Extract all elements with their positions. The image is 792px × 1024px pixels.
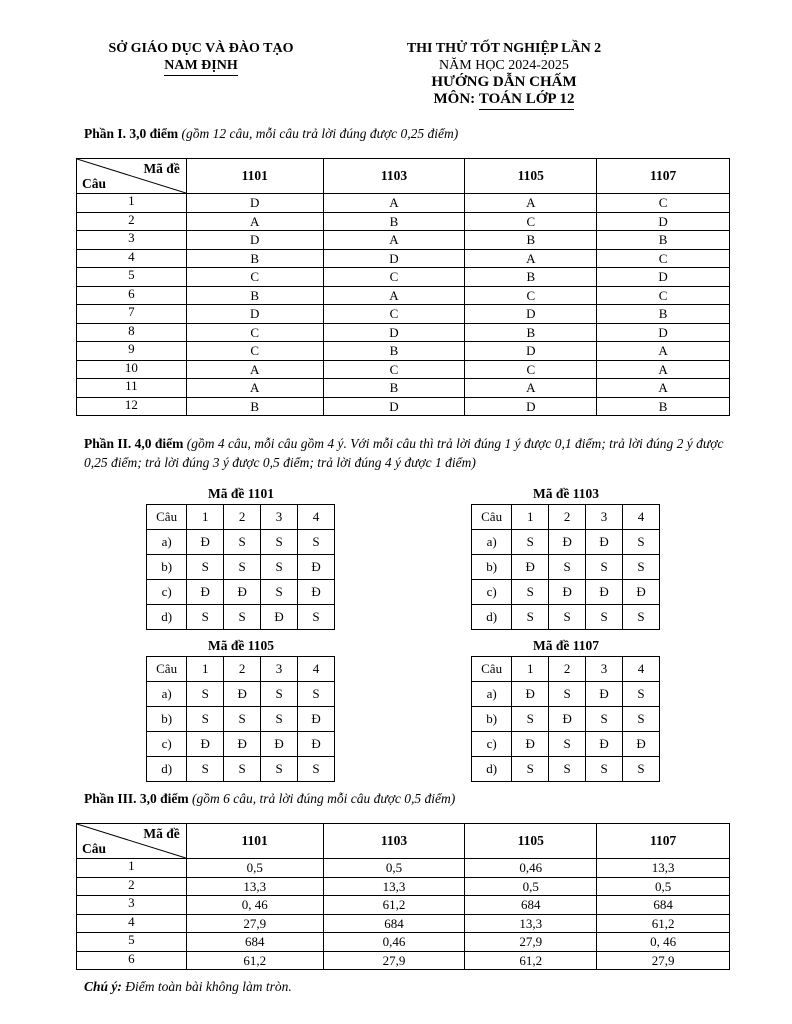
- answer-cell: 27,9: [186, 914, 323, 933]
- table-header-row: [77, 159, 730, 194]
- statement-label: a): [147, 682, 187, 707]
- answer-cell: Đ: [187, 732, 224, 757]
- answer-cell: 0,5: [597, 877, 730, 896]
- true-false-table: [471, 504, 660, 630]
- answer-cell: Đ: [512, 555, 549, 580]
- table-row: [77, 360, 730, 379]
- answer-cell: Đ: [512, 732, 549, 757]
- answer-cell: D: [323, 323, 465, 342]
- question-number: 4: [77, 914, 187, 933]
- header-cell: 1: [187, 505, 224, 530]
- table-row: [472, 757, 660, 782]
- answer-cell: C: [323, 305, 465, 324]
- header-cell: Câu: [472, 505, 512, 530]
- part2-table-1105: [146, 638, 336, 782]
- answer-cell: Đ: [549, 707, 586, 732]
- answer-cell: 0,46: [323, 933, 465, 952]
- department-name: SỞ GIÁO DỤC VÀ ĐÀO TẠO NAM ĐỊNH: [86, 40, 316, 76]
- answer-cell: Đ: [298, 555, 335, 580]
- answer-cell: C: [323, 360, 465, 379]
- header-cell: 3: [586, 505, 623, 530]
- answer-cell: 684: [186, 933, 323, 952]
- answer-cell: S: [261, 682, 298, 707]
- answer-cell: 61,2: [186, 951, 323, 970]
- answer-cell: 27,9: [465, 933, 597, 952]
- table-row: [147, 580, 335, 605]
- table-row: [77, 323, 730, 342]
- table-row: [472, 707, 660, 732]
- statement-label: c): [147, 580, 187, 605]
- answer-cell: S: [298, 682, 335, 707]
- answer-cell: S: [224, 605, 261, 630]
- part2-table-1103: [471, 486, 661, 630]
- answer-cell: D: [186, 305, 323, 324]
- table-header-row: [472, 657, 660, 682]
- answer-cell: S: [623, 530, 660, 555]
- answer-cell: 0, 46: [597, 933, 730, 952]
- table-row: [147, 682, 335, 707]
- table-row: [147, 707, 335, 732]
- table-row: [147, 732, 335, 757]
- table-row: [77, 249, 730, 268]
- answer-cell: D: [465, 397, 597, 416]
- table-title: Mã đề 1105: [208, 638, 274, 653]
- answer-cell: D: [465, 342, 597, 361]
- answer-cell: A: [465, 249, 597, 268]
- answer-cell: C: [186, 268, 323, 287]
- question-number: 4: [77, 249, 187, 268]
- answer-cell: C: [597, 249, 730, 268]
- answer-cell: 13,3: [465, 914, 597, 933]
- question-number: 5: [77, 268, 187, 287]
- answer-cell: Đ: [224, 732, 261, 757]
- answer-cell: S: [224, 707, 261, 732]
- question-number: 6: [77, 286, 187, 305]
- question-number: 2: [77, 877, 187, 896]
- answer-cell: Đ: [261, 605, 298, 630]
- answer-cell: C: [186, 342, 323, 361]
- header-cell: 3: [586, 657, 623, 682]
- answer-cell: B: [465, 323, 597, 342]
- table-row: [77, 212, 730, 231]
- table-row: [147, 757, 335, 782]
- code-header: 1101: [186, 159, 323, 194]
- answer-cell: A: [465, 379, 597, 398]
- answer-cell: A: [186, 360, 323, 379]
- answer-cell: 13,3: [597, 859, 730, 878]
- answer-cell: Đ: [586, 682, 623, 707]
- corner-cell: Mã đề Câu: [77, 159, 187, 194]
- answer-cell: C: [465, 286, 597, 305]
- answer-cell: 0,46: [465, 859, 597, 878]
- answer-cell: S: [261, 530, 298, 555]
- answer-cell: 13,3: [186, 877, 323, 896]
- answer-cell: S: [549, 682, 586, 707]
- part1-heading: Phần I. 3,0 điểm (gồm 12 câu, mỗi câu trả lời đúng được 0,25 điểm): [84, 126, 459, 141]
- question-number: 1: [77, 859, 187, 878]
- answer-cell: B: [323, 379, 465, 398]
- question-number: 8: [77, 323, 187, 342]
- statement-label: c): [472, 732, 512, 757]
- answer-cell: C: [597, 286, 730, 305]
- answer-cell: S: [586, 757, 623, 782]
- table-header-row: [472, 505, 660, 530]
- header-cell: 2: [549, 505, 586, 530]
- answer-cell: S: [187, 757, 224, 782]
- answer-cell: 61,2: [465, 951, 597, 970]
- answer-cell: S: [586, 605, 623, 630]
- answer-cell: S: [298, 605, 335, 630]
- statement-label: d): [147, 605, 187, 630]
- answer-cell: S: [512, 605, 549, 630]
- part1-answer-table: [76, 158, 730, 416]
- statement-label: b): [147, 707, 187, 732]
- answer-cell: S: [623, 682, 660, 707]
- question-number: 6: [77, 951, 187, 970]
- answer-cell: S: [187, 707, 224, 732]
- footnote: Chú ý: Điểm toàn bài không làm tròn.: [84, 979, 292, 994]
- header-cell: 1: [512, 505, 549, 530]
- question-number: 7: [77, 305, 187, 324]
- answer-cell: C: [597, 194, 730, 213]
- answer-cell: A: [323, 194, 465, 213]
- header-cell: 4: [298, 657, 335, 682]
- table-row: [147, 555, 335, 580]
- doc-type: HƯỚNG DẪN CHẤM: [431, 74, 577, 90]
- question-number: 11: [77, 379, 187, 398]
- answer-cell: Đ: [298, 580, 335, 605]
- answer-cell: B: [597, 397, 730, 416]
- answer-cell: Đ: [224, 682, 261, 707]
- table-row: [147, 530, 335, 555]
- statement-label: b): [472, 707, 512, 732]
- answer-cell: Đ: [298, 732, 335, 757]
- statement-label: a): [147, 530, 187, 555]
- code-header: 1103: [323, 159, 465, 194]
- header-cell: 4: [623, 657, 660, 682]
- question-number: 9: [77, 342, 187, 361]
- table-row: [77, 914, 730, 933]
- question-number: 12: [77, 397, 187, 416]
- answer-cell: 0,5: [465, 877, 597, 896]
- answer-cell: Đ: [623, 732, 660, 757]
- table-row: [77, 268, 730, 287]
- answer-cell: 27,9: [323, 951, 465, 970]
- header-cell: Câu: [147, 505, 187, 530]
- answer-cell: C: [186, 323, 323, 342]
- part2-table-1101: [146, 486, 336, 630]
- answer-cell: Đ: [298, 707, 335, 732]
- answer-cell: S: [298, 757, 335, 782]
- answer-cell: 13,3: [323, 877, 465, 896]
- answer-cell: D: [465, 305, 597, 324]
- table-header-row: [147, 657, 335, 682]
- header-cell: 2: [224, 657, 261, 682]
- question-number: 10: [77, 360, 187, 379]
- answer-cell: B: [323, 342, 465, 361]
- table-row: [77, 379, 730, 398]
- statement-label: a): [472, 682, 512, 707]
- code-header: 1107: [597, 824, 730, 859]
- header-cell: 2: [224, 505, 261, 530]
- statement-label: b): [147, 555, 187, 580]
- header-cell: 4: [623, 505, 660, 530]
- answer-cell: S: [224, 530, 261, 555]
- answer-cell: S: [261, 555, 298, 580]
- answer-cell: A: [186, 379, 323, 398]
- statement-label: a): [472, 530, 512, 555]
- answer-cell: S: [623, 555, 660, 580]
- header-cell: 3: [261, 657, 298, 682]
- table-row: [147, 605, 335, 630]
- answer-cell: S: [187, 555, 224, 580]
- answer-cell: A: [597, 379, 730, 398]
- question-number: 2: [77, 212, 187, 231]
- answer-cell: A: [465, 194, 597, 213]
- header-cell: Câu: [472, 657, 512, 682]
- answer-cell: S: [549, 732, 586, 757]
- answer-cell: A: [597, 342, 730, 361]
- table-row: [472, 555, 660, 580]
- answer-cell: 684: [597, 896, 730, 915]
- answer-cell: D: [597, 212, 730, 231]
- table-title: Mã đề 1103: [533, 486, 599, 501]
- answer-cell: B: [465, 231, 597, 250]
- answer-cell: B: [186, 397, 323, 416]
- answer-cell: S: [623, 757, 660, 782]
- statement-label: d): [472, 605, 512, 630]
- answer-cell: 0,5: [323, 859, 465, 878]
- code-header: 1103: [323, 824, 465, 859]
- header-cell: 4: [298, 505, 335, 530]
- answer-cell: S: [549, 757, 586, 782]
- table-row: [472, 580, 660, 605]
- answer-cell: 61,2: [597, 914, 730, 933]
- answer-cell: C: [465, 212, 597, 231]
- table-title: Mã đề 1107: [533, 638, 599, 653]
- answer-cell: S: [187, 605, 224, 630]
- answer-cell: B: [323, 212, 465, 231]
- answer-cell: S: [224, 757, 261, 782]
- answer-cell: S: [261, 707, 298, 732]
- question-number: 5: [77, 933, 187, 952]
- answer-cell: B: [186, 286, 323, 305]
- answer-cell: S: [512, 707, 549, 732]
- table-row: [77, 877, 730, 896]
- answer-cell: D: [323, 249, 465, 268]
- question-number: 3: [77, 896, 187, 915]
- answer-cell: Đ: [261, 732, 298, 757]
- answer-cell: 27,9: [597, 951, 730, 970]
- answer-cell: C: [465, 360, 597, 379]
- statement-label: c): [472, 580, 512, 605]
- answer-cell: S: [512, 580, 549, 605]
- answer-cell: A: [186, 212, 323, 231]
- header-cell: 1: [187, 657, 224, 682]
- answer-cell: D: [186, 194, 323, 213]
- header-cell: 3: [261, 505, 298, 530]
- answer-cell: S: [586, 707, 623, 732]
- answer-cell: B: [186, 249, 323, 268]
- corner-cell: Mã đề Câu: [77, 824, 187, 859]
- answer-cell: 61,2: [323, 896, 465, 915]
- table-row: [472, 732, 660, 757]
- table-row: [77, 305, 730, 324]
- answer-cell: A: [323, 286, 465, 305]
- part3-heading: Phần III. 3,0 điểm (gồm 6 câu, trả lời đúng mỗi câu được 0,5 điểm): [84, 791, 456, 806]
- table-header-row: [147, 505, 335, 530]
- answer-cell: S: [187, 682, 224, 707]
- answer-cell: B: [597, 231, 730, 250]
- answer-cell: S: [261, 580, 298, 605]
- statement-label: d): [472, 757, 512, 782]
- answer-cell: 684: [465, 896, 597, 915]
- table-row: [77, 194, 730, 213]
- code-header: 1107: [597, 159, 730, 194]
- table-row: [77, 933, 730, 952]
- exam-title: THI THỬ TỐT NGHIỆP LẦN 2: [406, 41, 602, 56]
- statement-label: d): [147, 757, 187, 782]
- answer-cell: S: [549, 555, 586, 580]
- code-header: 1101: [186, 824, 323, 859]
- answer-cell: S: [549, 605, 586, 630]
- answer-cell: 684: [323, 914, 465, 933]
- true-false-table: [146, 504, 335, 630]
- table-row: [77, 896, 730, 915]
- question-number: 3: [77, 231, 187, 250]
- answer-cell: Đ: [623, 580, 660, 605]
- exam-title-block: [372, 40, 636, 110]
- answer-cell: Đ: [586, 732, 623, 757]
- answer-cell: Đ: [549, 530, 586, 555]
- part3-answer-table: [76, 823, 730, 970]
- header-cell: 1: [512, 657, 549, 682]
- answer-cell: Đ: [187, 530, 224, 555]
- answer-cell: Đ: [187, 580, 224, 605]
- table-row: [472, 530, 660, 555]
- answer-cell: S: [298, 530, 335, 555]
- table-header-row: [77, 824, 730, 859]
- table-row: [472, 605, 660, 630]
- answer-cell: D: [597, 268, 730, 287]
- true-false-table: [146, 656, 335, 782]
- code-header: 1105: [465, 824, 597, 859]
- answer-cell: S: [586, 555, 623, 580]
- table-row: [77, 397, 730, 416]
- answer-cell: D: [323, 397, 465, 416]
- answer-cell: S: [512, 530, 549, 555]
- table-row: [77, 342, 730, 361]
- answer-cell: 0,5: [186, 859, 323, 878]
- true-false-table: [471, 656, 660, 782]
- question-number: 1: [77, 194, 187, 213]
- answer-cell: Đ: [549, 580, 586, 605]
- answer-cell: S: [261, 757, 298, 782]
- part2-table-1107: [471, 638, 661, 782]
- table-title: Mã đề 1101: [208, 486, 274, 501]
- answer-cell: D: [597, 323, 730, 342]
- answer-cell: D: [186, 231, 323, 250]
- answer-cell: C: [323, 268, 465, 287]
- answer-cell: Đ: [586, 530, 623, 555]
- answer-cell: 0, 46: [186, 896, 323, 915]
- table-row: [77, 859, 730, 878]
- answer-cell: B: [465, 268, 597, 287]
- answer-cell: Đ: [586, 580, 623, 605]
- answer-cell: S: [512, 757, 549, 782]
- table-row: [77, 286, 730, 305]
- answer-cell: Đ: [224, 580, 261, 605]
- answer-cell: S: [224, 555, 261, 580]
- table-row: [77, 951, 730, 970]
- statement-label: b): [472, 555, 512, 580]
- answer-cell: A: [597, 360, 730, 379]
- code-header: 1105: [465, 159, 597, 194]
- subject-line: MÔN: TOÁN LỚP 12: [372, 91, 636, 110]
- part2-heading: Phần II. 4,0 điểm (gồm 4 câu, mỗi câu gồm 4 ý. Với mỗi câu thì trả lời đúng 1 ý được 0,1 điểm; trả lời đúng 2 ý được 0,25 điểm; trả lời đúng 3 ý được 0,5 điểm; trả lời đúng 4 ý được 1 điểm): [84, 436, 724, 470]
- answer-cell: Đ: [512, 682, 549, 707]
- province-name: NAM ĐỊNH: [164, 57, 238, 76]
- table-row: [472, 682, 660, 707]
- header-cell: 2: [549, 657, 586, 682]
- answer-cell: A: [323, 231, 465, 250]
- table-row: [77, 231, 730, 250]
- header-cell: Câu: [147, 657, 187, 682]
- answer-cell: S: [623, 605, 660, 630]
- answer-cell: B: [597, 305, 730, 324]
- answer-cell: S: [623, 707, 660, 732]
- statement-label: c): [147, 732, 187, 757]
- school-year: NĂM HỌC 2024-2025: [439, 58, 569, 73]
